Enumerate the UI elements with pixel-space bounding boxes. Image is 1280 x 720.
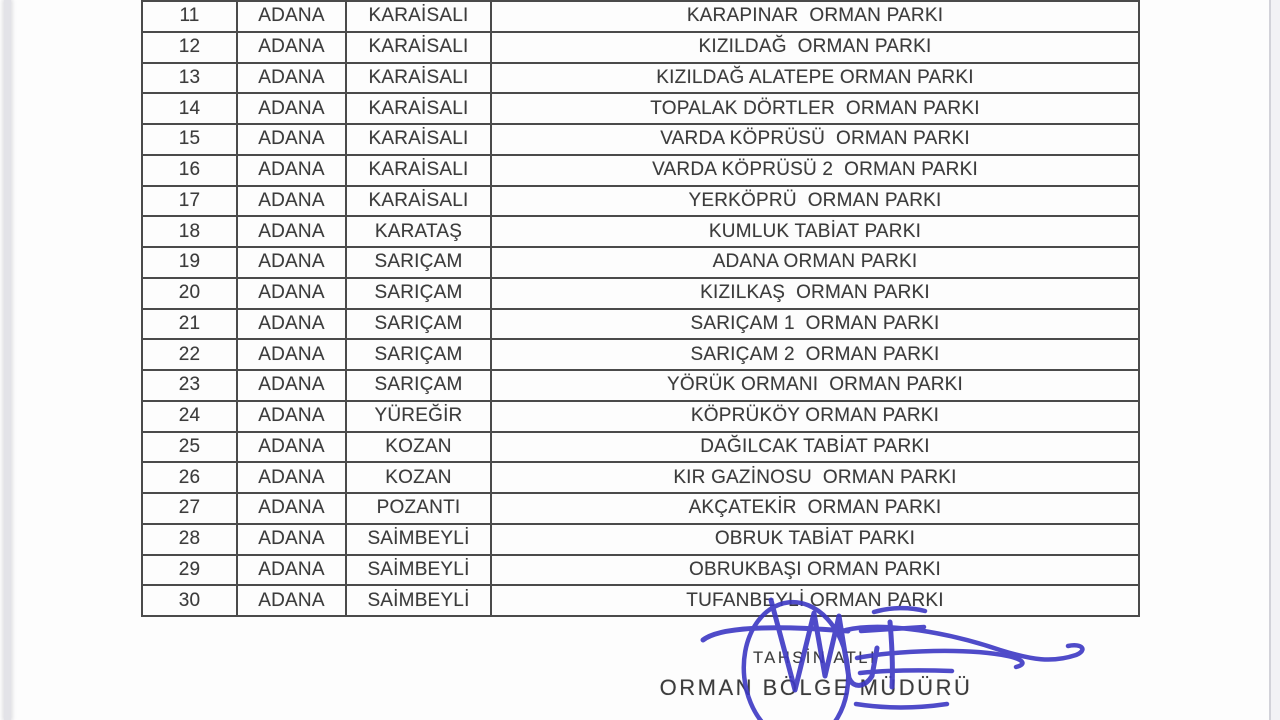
cell-park-name: AKÇATEKİR ORMAN PARKI [491,493,1139,524]
cell-row-number: 25 [142,432,237,463]
table-row [142,462,1139,493]
cell-park-name: DAĞILCAK TABİAT PARKI [491,432,1139,463]
cell-park-name: KÖPRÜKÖY ORMAN PARKI [491,401,1139,432]
cell-park-name: TUFANBEYLİ ORMAN PARKI [491,585,1139,616]
cell-district: SARIÇAM [346,278,491,309]
cell-district: POZANTI [346,493,491,524]
cell-province: ADANA [237,155,346,186]
cell-row-number: 18 [142,216,237,247]
cell-district: SAİMBEYLİ [346,555,491,586]
cell-park-name: YÖRÜK ORMANI ORMAN PARKI [491,370,1139,401]
table-row [142,309,1139,340]
cell-province: ADANA [237,524,346,555]
cell-province: ADANA [237,1,346,32]
cell-park-name: VARDA KÖPRÜSÜ 2 ORMAN PARKI [491,155,1139,186]
cell-province: ADANA [237,462,346,493]
table-row [142,432,1139,463]
cell-park-name: KIR GAZİNOSU ORMAN PARKI [491,462,1139,493]
cell-province: ADANA [237,63,346,94]
cell-row-number: 20 [142,278,237,309]
cell-district: KARAİSALI [346,63,491,94]
cell-row-number: 28 [142,524,237,555]
table-row [142,32,1139,63]
cell-district: KARAİSALI [346,93,491,124]
cell-park-name: SARIÇAM 2 ORMAN PARKI [491,339,1139,370]
cell-province: ADANA [237,585,346,616]
cell-province: ADANA [237,493,346,524]
cell-district: SAİMBEYLİ [346,585,491,616]
cell-row-number: 15 [142,124,237,155]
cell-row-number: 30 [142,585,237,616]
cell-park-name: KIZILKAŞ ORMAN PARKI [491,278,1139,309]
cell-district: YÜREĞİR [346,401,491,432]
cell-row-number: 12 [142,32,237,63]
page-left-scan-edge [4,0,11,720]
cell-row-number: 17 [142,186,237,217]
cell-district: KARAİSALI [346,155,491,186]
cell-row-number: 21 [142,309,237,340]
cell-district: SARIÇAM [346,247,491,278]
cell-district: SARIÇAM [346,370,491,401]
cell-park-name: ADANA ORMAN PARKI [491,247,1139,278]
table-row [142,278,1139,309]
table-row [142,370,1139,401]
cell-province: ADANA [237,309,346,340]
cell-park-name: OBRUK TABİAT PARKI [491,524,1139,555]
cell-district: KARATAŞ [346,216,491,247]
cell-province: ADANA [237,432,346,463]
cell-row-number: 19 [142,247,237,278]
cell-park-name: SARIÇAM 1 ORMAN PARKI [491,309,1139,340]
signature-stroke [856,704,947,707]
cell-row-number: 24 [142,401,237,432]
signature-stroke [874,608,925,612]
cell-park-name: YERKÖPRÜ ORMAN PARKI [491,186,1139,217]
cell-province: ADANA [237,339,346,370]
cell-province: ADANA [237,370,346,401]
cell-province: ADANA [237,555,346,586]
cell-row-number: 13 [142,63,237,94]
parks-table [141,0,1140,617]
table-row [142,216,1139,247]
cell-district: KARAİSALI [346,1,491,32]
cell-district: KOZAN [346,432,491,463]
signature-ink [640,575,1120,720]
cell-district: KARAİSALI [346,32,491,63]
table-row [142,524,1139,555]
cell-district: KARAİSALI [346,186,491,217]
cell-park-name: KIZILDAĞ ALATEPE ORMAN PARKI [491,63,1139,94]
cell-row-number: 14 [142,93,237,124]
cell-district: KOZAN [346,462,491,493]
cell-park-name: KUMLUK TABİAT PARKI [491,216,1139,247]
cell-district: KARAİSALI [346,124,491,155]
cell-park-name: OBRUKBAŞI ORMAN PARKI [491,555,1139,586]
table-row [142,93,1139,124]
table-row [142,339,1139,370]
cell-row-number: 22 [142,339,237,370]
signature-stroke [857,651,1022,667]
cell-province: ADANA [237,186,346,217]
cell-row-number: 16 [142,155,237,186]
cell-row-number: 26 [142,462,237,493]
table-row [142,186,1139,217]
signatory-name: TAHSİN ATLI [752,649,878,667]
table-row [142,401,1139,432]
signatory-title: ORMAN BÖLGE MÜDÜRÜ [659,675,973,700]
cell-district: SARIÇAM [346,339,491,370]
table-row [142,493,1139,524]
cell-park-name: VARDA KÖPRÜSÜ ORMAN PARKI [491,124,1139,155]
cell-park-name: KIZILDAĞ ORMAN PARKI [491,32,1139,63]
cell-province: ADANA [237,93,346,124]
cell-province: ADANA [237,124,346,155]
cell-row-number: 23 [142,370,237,401]
signature-stroke [703,628,848,640]
table-row [142,63,1139,94]
cell-row-number: 11 [142,1,237,32]
cell-row-number: 27 [142,493,237,524]
table-row [142,247,1139,278]
cell-row-number: 29 [142,555,237,586]
cell-province: ADANA [237,401,346,432]
table-row [142,155,1139,186]
cell-province: ADANA [237,32,346,63]
cell-province: ADANA [237,278,346,309]
table-row [142,124,1139,155]
cell-district: SARIÇAM [346,309,491,340]
cell-province: ADANA [237,216,346,247]
signature-stroke [860,670,952,673]
cell-park-name: KARAPINAR ORMAN PARKI [491,1,1139,32]
cell-district: SAİMBEYLİ [346,524,491,555]
table-row [142,1,1139,32]
cell-park-name: TOPALAK DÖRTLER ORMAN PARKI [491,93,1139,124]
parks-table-body [142,1,1139,616]
cell-province: ADANA [237,247,346,278]
page-right-scan-edge [1271,0,1280,720]
